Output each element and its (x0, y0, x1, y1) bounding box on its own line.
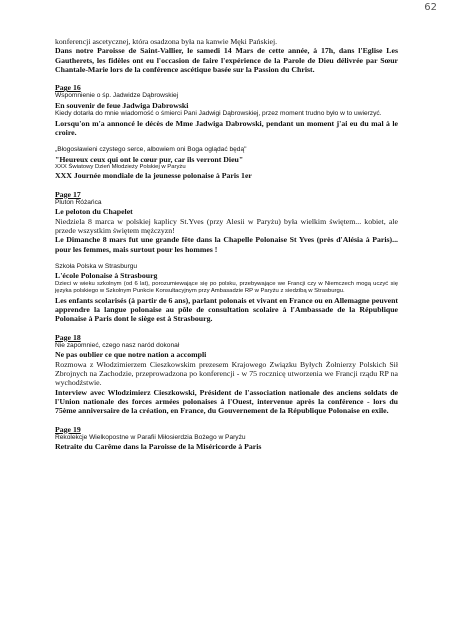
section-title-french: Le peloton du Chapelet (55, 207, 133, 217)
section-page-17 (55, 190, 398, 254)
section-title-polish: Pluton Różańca (55, 199, 102, 207)
section-title-polish: Nie zapomnieć, czego nasz naród dokonał (55, 342, 180, 350)
section-title-french: En souvenir de feue Jadwiga Dabrowski (55, 100, 189, 110)
page-heading: Page 17 (55, 189, 81, 199)
section-youth-day (55, 146, 398, 181)
page-heading: Page 19 (55, 424, 81, 434)
intro-polish: konferencji ascetycznej, która osadzona była na kanwie Męki Pańskiej. (55, 37, 278, 46)
event-french: XXX Journée mondiale de la jeunesse polonaise à Paris 1er (55, 171, 252, 181)
section-body-french: Le Dimanche 8 mars fut une grande fête dans la Chapelle Polonaise St Yves (près d'Alésia à Paris)... pour les femmes, mais surtout pour les hommes ! (55, 235, 398, 254)
section-body-polish: Kiedy dotarła do mnie wiadomość o śmierci Pani Jadwigi Dąbrowskiej, przez moment trudno było w to uwierzyć. (55, 110, 382, 118)
section-page-19 (55, 425, 398, 452)
section-title-french: Ne pas oublier ce que notre nation a accompli (55, 350, 207, 360)
section-body-french: Interview avec Wlodzimierz Cieszkowski, Président de l'association nationale des anciens soldats de l'Union nationale des forces armées polonaises à l'Ouest, intervenue après la conférence - lors du 75ème anniversaire de la création, en France, du Gouvernement de la République Polonaise en exile. (55, 387, 398, 416)
event-polish: XXX Światowy Dzień Młodzieży Polskiej w Paryżu (55, 163, 186, 170)
section-page-18 (55, 333, 398, 416)
section-strasbourg (55, 263, 398, 324)
page-number: 62 (424, 2, 437, 13)
section-body-polish: Niedziela 8 marca w polskiej kaplicy St.Yves (przy Alesii w Paryżu) była wielkim świętem... kobiet, ale przede wszystkim świętem mężczyzn! (55, 216, 398, 236)
section-body-polish: Rozmowa z Włodzimierzem Cieszkowskim prezesem Krajowego Związku Byłych Żołnierzy Polskich Sił Zbrojnych na Zachodzie, przeprowadzona po konferencji - w 75 rocznicę utworzenia we Francji rządu RP na wychodźstwie. (55, 359, 398, 388)
quote-french: "Heureux ceux qui ont le cœur pur, car ils verront Dieu" (55, 154, 244, 164)
section-title-polish: Wspomnienie o śp. Jadwidze Dąbrowskiej (55, 92, 179, 100)
section-title-polish: Rekolekcje Wielkopostne w Parafii Miłosierdzia Bożego w Paryżu (55, 433, 246, 441)
section-body-french: Les enfants scolarisés (à partir de 6 ans), parlant polonais et vivant en France ou en Allemagne peuvent apprendre la langue polonaise au pôle de consultation scolaire à l'Ambassade de la République Polonaise à Paris dont le siège est à Strasbourg. (55, 295, 398, 324)
page-heading: Page 16 (55, 83, 81, 93)
page-heading: Page 18 (55, 332, 81, 342)
section-body-french: Lorsqu'on m'a annoncé le décès de Mme Jadwiga Dabrowski, pendant un moment j'ai eu du mal à le croire. (55, 118, 398, 137)
section-title-french: L'école Polonaise à Strasbourg (55, 271, 158, 281)
section-page-16 (55, 83, 398, 137)
intro-french: Dans notre Paroisse de Saint-Vallier, le samedi 14 Mars de cette année, à 17h, dans l'Eglise Les Gautherets, les fidèles ont eu l'occasion de faire l'expérience de la Parole de Dieu délivrée par Sœur Chantale-Marie lors de la conférence ascétique basée sur la Passion du Christ. (55, 46, 398, 74)
document-body (55, 37, 398, 452)
section-body-polish: Dzieci w wieku szkolnym (od 6 lat), porozumiewające się po polsku, przebywające we Francji czy w Niemczech mogą uczyć się języka polskiego w Szkolnym Punkcie Konsultacyjnym przy Ambasadzie RP w Paryżu z siedzibą w Strasburgu. (55, 280, 398, 295)
quote-polish: „Błogosławieni czystego serce, albowiem oni Boga oglądać będą" (55, 146, 247, 154)
section-title-polish: Szkoła Polska w Strasburgu (55, 262, 138, 270)
section-title-french: Retraite du Carême dans la Paroisse de la Miséricorde à Paris (55, 442, 262, 452)
